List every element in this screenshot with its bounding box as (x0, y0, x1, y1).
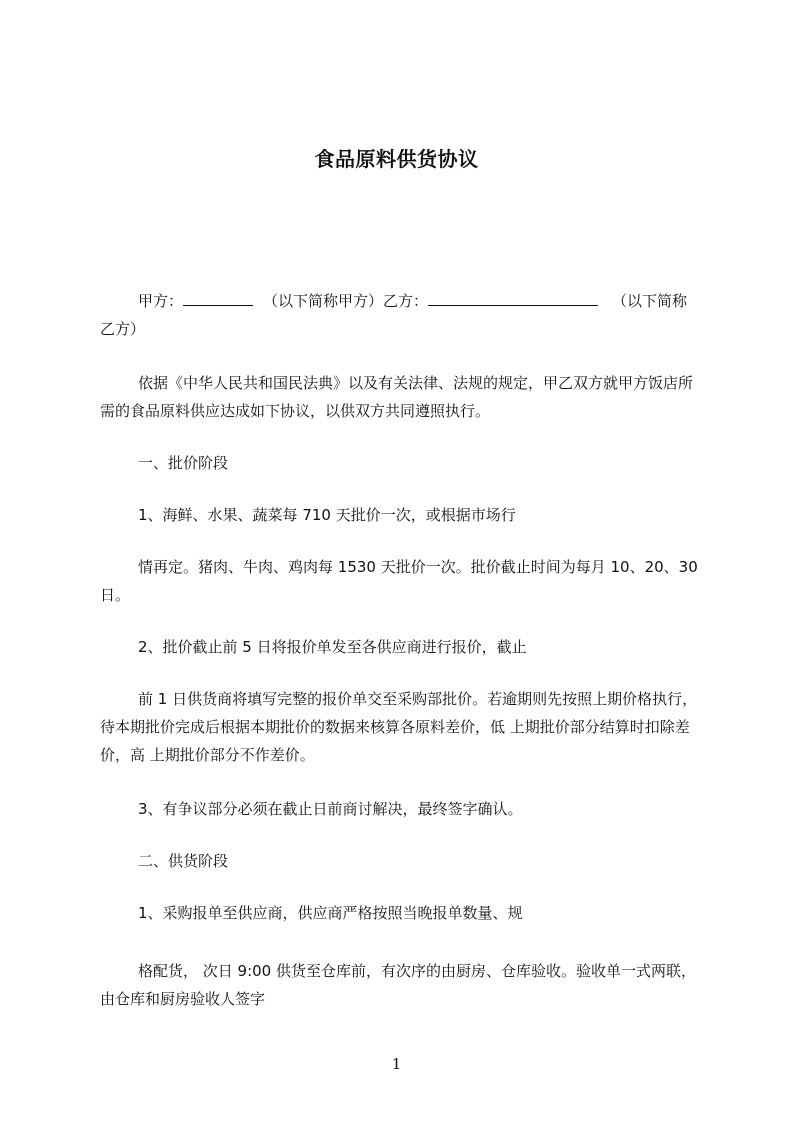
party-b-label: 乙方： (383, 292, 429, 310)
party-a-suffix: （以下简称甲方） (263, 292, 384, 310)
section1-heading: 一、批价阶段 (138, 454, 229, 472)
s2-item1-continuation: 格配货， 次日 9:00 供货至仓库前，有次序的由厨房、仓库验收。验收单一式两联，由仓库和厨房验收人签字 (100, 962, 696, 1008)
party-b-suffix-line2: 乙方） (100, 320, 146, 338)
party-a-blank[interactable] (183, 289, 253, 306)
party-b-suffix-line1: （以下简称 (612, 292, 688, 310)
intro-paragraph: 依据《中华人民共和国民法典》以及有关法律、法规的规定，甲乙双方就甲方饭店所需的食品原料供应达成如下协议，以供双方共同遵照执行。 (100, 374, 694, 420)
s1-item1-continuation: 情再定。猪肉、牛肉、鸡肉每 1530 天批价一次。批价截止时间为每月 10、20、30 日。 (100, 558, 698, 604)
s1-item2-continuation: 前 1 日供货商将填写完整的报价单交至采购部批价。若逾期则先按照上期价格执行，待本期批价完成后根据本期批价的数据来核算各原料差价，低 上期批价部分结算时扣除差价，高 上期批价部分不作差价。 (100, 690, 698, 764)
party-line (100, 287, 702, 343)
page-number: 1 (391, 1055, 402, 1073)
party-a-label: 甲方： (138, 292, 184, 310)
document-title: 食品原料供货协议 (314, 147, 479, 171)
s1-item1-line1: 1、海鲜、水果、蔬菜每 710 天批价一次，或根据市场行 (138, 506, 516, 524)
s1-item2-line1: 2、批价截止前 5 日将报价单发至各供应商进行报价，截止 (138, 638, 527, 656)
section2-heading: 二、供货阶段 (138, 852, 229, 870)
s1-item3: 3、有争议部分必须在截止日前商讨解决，最终签字确认。 (138, 800, 523, 818)
s2-item1-line1: 1、采购报单至供应商，供应商严格按照当晚报单数量、规 (138, 904, 523, 922)
party-b-blank[interactable] (428, 289, 598, 306)
